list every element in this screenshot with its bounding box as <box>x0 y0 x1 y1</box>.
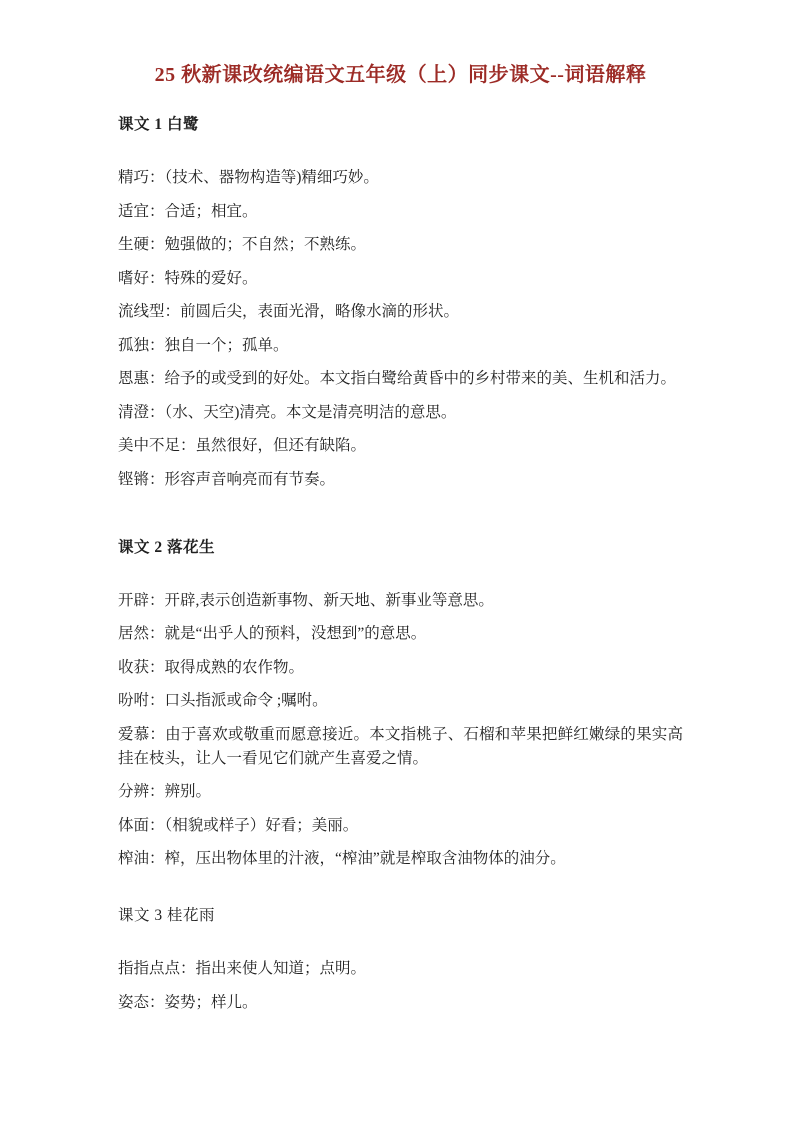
definition-paragraph: 孤独：独自一个；孤单。 <box>118 336 289 354</box>
definition-paragraph: 爱慕：由于喜欢或敬重而愿意接近。本文指桃子、石榴和苹果把鲜红嫩绿的果实高挂在枝头，让人一看见它们就产生喜爱之情。 <box>118 725 683 767</box>
definition-paragraph: 吩咐：口头指派或命令 ;嘱咐。 <box>118 692 328 709</box>
definition-paragraph: 嗜好：特殊的爱好。 <box>118 269 258 287</box>
definition-paragraph: 姿态：姿势；样儿。 <box>118 993 258 1011</box>
definition-paragraph: 分辨：辨别。 <box>118 783 212 800</box>
definition-paragraph: 恩惠：给予的或受到的好处。本文指白鹭给黄昏中的乡村带来的美、生机和活力。 <box>118 370 677 387</box>
lesson-section <box>118 114 683 492</box>
definition-paragraph: 美中不足：虽然很好，但还有缺陷。 <box>118 437 367 454</box>
section-heading: 课文 1 白鹭 <box>118 116 200 133</box>
definition-paragraph: 精巧：（技术、器物构造等)精细巧妙。 <box>118 169 379 186</box>
lesson-section <box>118 537 683 872</box>
definition-paragraph: 流线型：前圆后尖，表面光滑，略像水滴的形状。 <box>118 303 460 320</box>
document-body <box>118 114 683 1015</box>
section-heading: 课文 2 落花生 <box>118 538 216 556</box>
definition-paragraph: 开辟：开辟,表示创造新事物、新天地、新事业等意思。 <box>118 591 494 609</box>
definition-paragraph: 清澄：（水、天空)清亮。本文是清亮明洁的意思。 <box>118 403 457 421</box>
section-heading: 课文 3 桂花雨 <box>118 907 216 924</box>
definition-paragraph: 适宜：合适；相宜。 <box>118 202 258 220</box>
definition-paragraph: 体面：（相貌或样子）好看；美丽。 <box>118 816 359 834</box>
definition-paragraph: 居然：就是“出乎人的预料，没想到”的意思。 <box>118 625 427 642</box>
definition-paragraph: 指指点点：指出来使人知道；点明。 <box>118 960 367 977</box>
lesson-section <box>118 905 683 1015</box>
definition-paragraph: 生硬：勉强做的；不自然；不熟练。 <box>118 236 367 253</box>
definition-paragraph: 榨油：榨，压出物体里的汁液，“榨油”就是榨取含油物体的油分。 <box>118 850 566 867</box>
document-title: 25 秋新课改统编语文五年级（上）同步课文--词语解释 <box>154 64 647 86</box>
definition-paragraph: 铿锵：形容声音响亮而有节奏。 <box>118 470 336 488</box>
definition-paragraph: 收获：取得成熟的农作物。 <box>118 658 305 676</box>
